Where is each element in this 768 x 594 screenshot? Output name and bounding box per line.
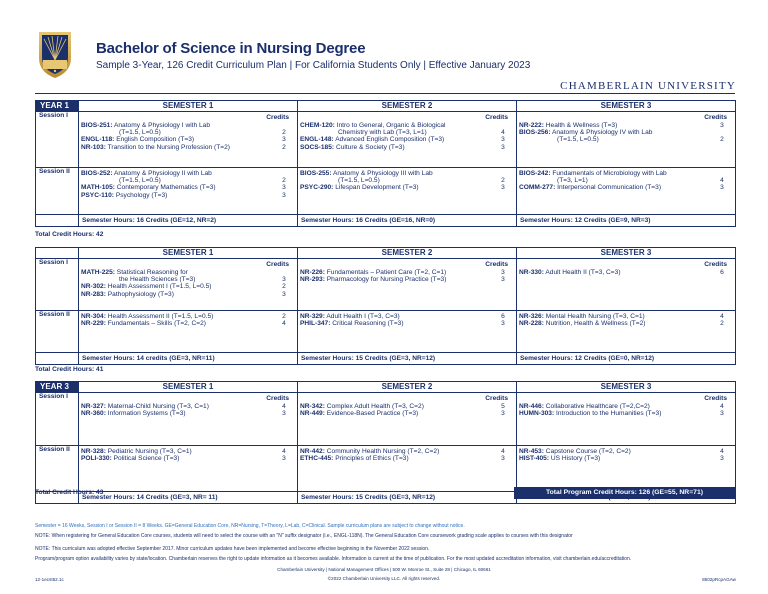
year-table (35, 381, 736, 504)
footnote-legend: Semester = 16 Weeks, Session I or Session II = 8 Weeks. GE=General Education Core, NR=Nursing, T=Theory, L=Lab, C=Clinical. Sample curriculum plans are subject to change without notice. (35, 523, 465, 529)
course-row (519, 129, 733, 143)
course-row (81, 403, 295, 410)
course-row (519, 269, 733, 276)
course-credits: 4 (501, 448, 505, 455)
year-table (35, 100, 736, 227)
course-credits: 4 (282, 403, 286, 410)
course-credits: 2 (282, 143, 286, 151)
semester-session-cell (79, 446, 298, 492)
course-row (300, 455, 514, 462)
semester-session-cell (79, 112, 298, 168)
page-subtitle: Sample 3-Year, 126 Credit Curriculum Plan | For California Students Only | Effective January 2023 (96, 60, 531, 71)
course-name: Principles of Ethics (T=3) (335, 455, 409, 463)
course-row (81, 410, 295, 417)
course-name: Adult Health II (T=3, C=3) (545, 269, 621, 276)
year-table (35, 247, 736, 365)
course-row (519, 403, 733, 410)
course-code: NR-327: (81, 403, 106, 410)
course-name: Adult Health I (T=3, C=3) (326, 313, 400, 320)
footer-copyright: ©2022 Chamberlain University LLC. All rights reserved. (327, 576, 441, 581)
course-code: ETHC-445: (300, 455, 334, 463)
semester-header: SEMESTER 2 (298, 248, 517, 259)
course-credits: 5 (501, 403, 505, 410)
course-name: English Composition (T=3) (116, 136, 195, 144)
course-row (300, 403, 514, 410)
course-row (81, 136, 295, 143)
course-credits: 3 (501, 143, 505, 151)
course-row (81, 170, 295, 184)
semester-hours: Semester Hours: 15 Credits (GE=3, NR=12) (298, 492, 517, 504)
semester-session-cell (298, 446, 517, 492)
course-code: MATH-105: (81, 184, 115, 192)
course-code: ENGL-148: (300, 136, 334, 144)
course-row (519, 184, 733, 191)
course-name: Culture & Society (T=3) (335, 143, 405, 151)
course-row (81, 122, 295, 136)
course-credits: 6 (720, 269, 724, 276)
course-name: Anatomy & Physiology II with Lab (113, 170, 212, 177)
course-code: COMM-277: (519, 184, 556, 192)
course-name: Information Systems (T=3) (107, 410, 186, 418)
session-label: Session I (36, 393, 79, 446)
semester-header: SEMESTER 2 (298, 101, 517, 112)
year-label: YEAR 3 (36, 382, 79, 393)
course-name: Anatomy & Physiology I with Lab (113, 122, 211, 129)
course-code: NR-442: (300, 448, 325, 455)
semester-header: SEMESTER 3 (517, 248, 736, 259)
course-name: Advanced English Composition (T=3) (335, 136, 445, 144)
course-code: NR-329: (300, 313, 325, 320)
course-code: HUMN-303: (519, 410, 555, 418)
course-code: BIOS-252: (81, 170, 113, 177)
course-credits: 3 (501, 136, 505, 144)
course-row (81, 283, 295, 290)
course-code: POLI-330: (81, 455, 112, 463)
course-credits: 4 (720, 313, 724, 320)
course-code: NR-449: (300, 410, 325, 418)
session-label: Session I (36, 112, 79, 168)
semester-hours: Semester Hours: 16 Credits (GE=16, NR=0) (298, 215, 517, 227)
course-row (519, 448, 733, 455)
course-row (81, 291, 295, 298)
course-name: Lifespan Development (T=3) (335, 184, 419, 192)
program-total-badge: Total Program Credit Hours: 126 (GE=55, NR=71) (514, 487, 735, 499)
course-row (300, 313, 514, 320)
course-credits: 2 (282, 129, 286, 136)
credits-header: Credits (485, 114, 508, 121)
session-label: Session II (36, 446, 79, 492)
course-name: Fundamentals – Skills (T=2, C=2) (107, 320, 206, 328)
course-name: Fundamentals – Patient Care (T=2, C=1) (326, 269, 447, 276)
course-name: US History (T=3) (550, 455, 601, 463)
course-name: Health Assessment II (T=1.5, L=0.5) (107, 313, 214, 320)
course-name: Psychology (T=3) (115, 191, 168, 199)
course-name: Community Health Nursing (T=2, C=2) (326, 448, 440, 455)
course-name: Maternal-Child Nursing (T=3, C=1) (107, 403, 209, 410)
course-row (519, 313, 733, 320)
course-name: Collaborative Healthcare (T=2,C=2) (545, 403, 650, 410)
course-name: Mental Health Nursing (T=3, C=1) (545, 313, 645, 320)
course-credits: 4 (720, 448, 724, 455)
course-detail: (T=1.5, L=0.5) (119, 177, 161, 185)
doc-code-left: 12-1ecst52.1c (35, 577, 64, 582)
course-code: NR-229: (81, 320, 106, 328)
semester-session-cell (517, 259, 736, 311)
course-row (81, 144, 295, 151)
course-code: BIOS-256: (519, 129, 551, 137)
course-credits: 3 (501, 320, 505, 328)
course-credits: 3 (282, 455, 286, 463)
semester-header: SEMESTER 2 (298, 382, 517, 393)
course-name: Intro to General, Organic & Biological (336, 122, 446, 129)
course-credits: 3 (282, 191, 286, 199)
course-credits: 3 (501, 276, 505, 284)
course-credits: 3 (720, 455, 724, 463)
semester-hours: Semester Hours: 15 Credits (GE=3, NR=12) (298, 353, 517, 365)
course-code: BIOS-242: (519, 170, 551, 177)
course-credits: 3 (282, 276, 286, 283)
course-row (519, 455, 733, 462)
course-credits: 2 (720, 320, 724, 328)
course-row (300, 276, 514, 283)
credits-header: Credits (266, 114, 289, 121)
credits-header: Credits (704, 114, 727, 121)
course-row (300, 144, 514, 151)
course-credits: 3 (282, 136, 286, 144)
course-code: NR-360: (81, 410, 106, 418)
semester-hours: Semester Hours: 16 Credits (GE=12, NR=2) (79, 215, 298, 227)
course-code: BIOS-251: (81, 122, 113, 129)
course-code: MATH-225: (81, 269, 115, 276)
year-total-credit-hours: Total Credit Hours: 42 (35, 231, 104, 238)
course-code: NR-446: (519, 403, 544, 410)
course-row (519, 410, 733, 417)
course-detail: (T=1.5, L=0.5) (338, 177, 380, 185)
course-name: Health Assessment I (T=1.5, L=0.5) (107, 283, 212, 291)
semester-session-cell (517, 446, 736, 492)
credits-header: Credits (266, 261, 289, 268)
semester-session-cell (79, 393, 298, 446)
footer-address: Chamberlain University | National Management Offices | 500 W. Monroe St., Suite 28 | Chicago, IL 60661 (277, 567, 491, 572)
course-row (519, 170, 733, 184)
semester-session-cell (298, 112, 517, 168)
course-code: NR-326: (519, 313, 544, 320)
semester-session-cell (298, 259, 517, 311)
course-name: Complex Adult Health (T=3, C=2) (326, 403, 424, 410)
course-row (300, 269, 514, 276)
course-row (519, 122, 733, 129)
semester-hours: Semester Hours: 14 Credits (GE=3, NR= 11) (79, 492, 298, 504)
course-row (81, 455, 295, 462)
course-code: SOCS-185: (300, 143, 335, 151)
course-row (300, 122, 514, 136)
course-credits: 6 (501, 313, 505, 320)
course-credits: 2 (282, 313, 286, 320)
credits-header: Credits (704, 395, 727, 402)
course-detail: Chemistry with Lab (T=3, L=1) (338, 129, 427, 137)
course-name: Nutrition, Health & Wellness (T=2) (545, 320, 646, 328)
course-code: NR-283: (81, 290, 106, 298)
footnote-note3: Program/program option availability varies by state/location. Chamberlain reserves the right to update information as it becomes available. Information is current at the time of publication. For the most updated accreditation information, visit chamberlain.edu/accreditation. (35, 556, 632, 562)
course-code: NR-226: (300, 269, 325, 276)
course-row (81, 269, 295, 283)
course-code: ENGL-118: (81, 136, 115, 144)
course-code: NR-328: (81, 448, 106, 455)
course-credits: 3 (282, 184, 286, 192)
semester-session-cell (79, 259, 298, 311)
course-credits: 3 (501, 184, 505, 192)
year-label (36, 248, 79, 259)
course-code: NR-228: (519, 320, 544, 328)
course-credits: 3 (282, 290, 286, 298)
course-name: Contemporary Mathematics (T=3) (116, 184, 216, 192)
course-credits: 4 (720, 177, 724, 184)
course-code: NR-302: (81, 283, 106, 291)
course-name: Anatomy & Physiology IV with Lab (551, 129, 653, 137)
course-row (81, 184, 295, 191)
course-name: Statistical Reasoning for (116, 269, 188, 276)
course-credits: 3 (501, 455, 505, 463)
course-row (300, 184, 514, 191)
doc-code-right: 8502pRcpAGAw (702, 577, 736, 582)
credits-header: Credits (485, 261, 508, 268)
credits-header: Credits (704, 261, 727, 268)
course-code: NR-293: (300, 276, 325, 284)
course-row (300, 448, 514, 455)
course-code: NR-453: (519, 448, 544, 455)
course-name: Anatomy & Physiology III with Lab (332, 170, 433, 177)
semester-header: SEMESTER 3 (517, 101, 736, 112)
course-detail: (T=1.5, L=0.5) (557, 136, 599, 144)
brand-wordmark: CHAMBERLAIN UNIVERSITY (560, 80, 736, 92)
course-detail: (T=3, L=1) (557, 177, 588, 185)
semester-session-cell (298, 393, 517, 446)
year-total-credit-hours: Total Credit Hours: 43 (35, 489, 104, 496)
semester-session-cell (79, 311, 298, 353)
course-name: Critical Reasoning (T=3) (332, 320, 404, 328)
semester-session-cell (517, 168, 736, 215)
session-label: Session I (36, 259, 79, 311)
semester-session-cell (517, 311, 736, 353)
course-name: Transition to the Nursing Profession (T=2) (107, 143, 230, 151)
course-credits: 3 (501, 410, 505, 418)
session-label: Session II (36, 311, 79, 353)
semester-session-cell (298, 168, 517, 215)
course-row (81, 313, 295, 320)
course-credits: 3 (720, 122, 724, 129)
year-label: YEAR 1 (36, 101, 79, 112)
course-code: PSYC-110: (81, 191, 114, 199)
course-detail: the Health Sciences (T=3) (119, 276, 196, 284)
semester-hours: Semester Hours: 12 Credits (GE=0, NR=12) (517, 353, 736, 365)
course-row (81, 192, 295, 199)
course-code: PSYC-290: (300, 184, 334, 192)
course-name: Evidence-Based Practice (T=3) (326, 410, 419, 418)
semester-session-cell (79, 168, 298, 215)
course-name: Pediatric Nursing (T=3, C=1) (107, 448, 192, 455)
semester-session-cell (517, 393, 736, 446)
course-credits: 3 (720, 410, 724, 418)
semester-session-cell (298, 311, 517, 353)
course-name: Introduction to the Humanities (T=3) (556, 410, 662, 418)
course-code: NR-304: (81, 313, 106, 320)
course-code: CHEM-120: (300, 122, 335, 129)
course-row (300, 320, 514, 327)
course-code: BIOS-255: (300, 170, 332, 177)
course-code: HIST-405: (519, 455, 550, 463)
course-code: NR-103: (81, 143, 106, 151)
page-title: Bachelor of Science in Nursing Degree (96, 40, 366, 57)
footnote-note2: NOTE: This curriculum was adopted effective September 2017. Minor curriculum updates have been implemented and become effective beginning in the November 2022 session. (35, 546, 430, 552)
course-credits: 2 (282, 177, 286, 184)
credits-header: Credits (266, 395, 289, 402)
course-code: NR-342: (300, 403, 325, 410)
course-credits: 4 (282, 448, 286, 455)
course-credits: 3 (282, 410, 286, 418)
course-credits: 2 (282, 283, 286, 291)
course-name: Interpersonal Communication (T=3) (557, 184, 662, 192)
course-credits: 4 (720, 403, 724, 410)
footnote-note1: NOTE: When registering for General Education Core courses, students will need to select the course with an "N" suffix designator (i.e., ENGL-118N). The General Education Core coursework grading scale applies to courses with this designator (35, 533, 573, 539)
course-credits: 2 (501, 177, 505, 184)
course-row (300, 170, 514, 184)
course-credits: 2 (720, 136, 724, 144)
year-total-credit-hours: Total Credit Hours: 41 (35, 366, 104, 373)
course-detail: (T=1.5, L=0.5) (119, 129, 161, 137)
header-divider (35, 93, 735, 94)
course-name: Pathophysiology (T=3) (107, 290, 174, 298)
course-name: Fundamentals of Microbiology with Lab (552, 170, 667, 177)
university-crest-icon (37, 30, 73, 80)
course-credits: 4 (282, 320, 286, 328)
course-code: NR-330: (519, 269, 544, 276)
semester-hours: Semester Hours: 14 credits (GE=3, NR=11) (79, 353, 298, 365)
course-code: NR-222: (519, 122, 544, 129)
document-header (0, 0, 768, 96)
session-label: Session II (36, 168, 79, 215)
credits-header: Credits (485, 395, 508, 402)
course-row (300, 410, 514, 417)
semester-header: SEMESTER 1 (79, 382, 298, 393)
course-row (300, 136, 514, 143)
semester-header: SEMESTER 3 (517, 382, 736, 393)
semester-header: SEMESTER 1 (79, 101, 298, 112)
course-row (81, 320, 295, 327)
course-name: Health & Wellness (T=3) (545, 122, 618, 129)
course-row (519, 320, 733, 327)
course-name: Capstone Course (T=2, C=2) (545, 448, 631, 455)
course-name: Political Science (T=3) (113, 455, 180, 463)
semester-hours: Semester Hours: 12 Credits (GE=9, NR=3) (517, 215, 736, 227)
semester-header: SEMESTER 1 (79, 248, 298, 259)
semester-session-cell (517, 112, 736, 168)
course-row (81, 448, 295, 455)
course-credits: 4 (501, 129, 505, 136)
course-credits: 3 (720, 184, 724, 192)
course-credits: 3 (501, 269, 505, 276)
course-name: Pharmacology for Nursing Practice (T=3) (326, 276, 447, 284)
course-code: PHIL-347: (300, 320, 331, 328)
